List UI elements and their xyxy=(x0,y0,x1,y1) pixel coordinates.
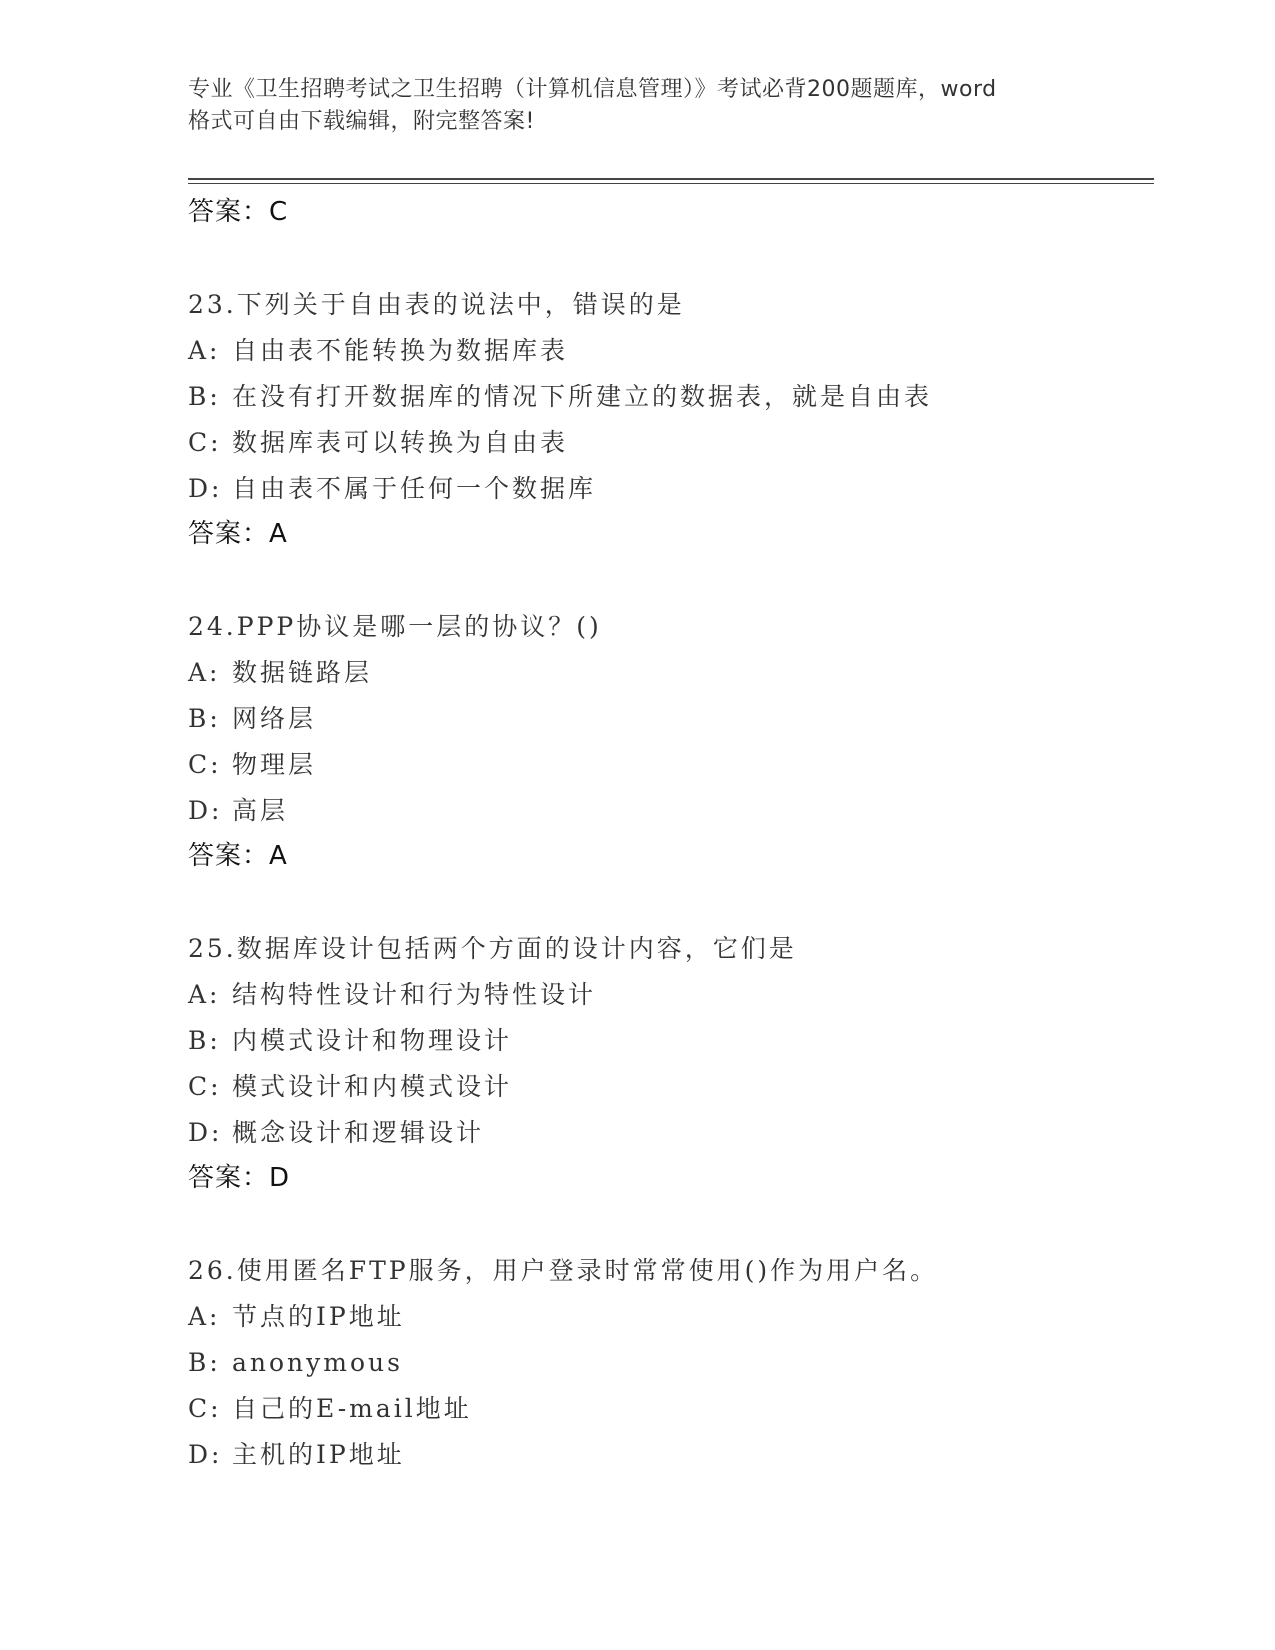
answer-line: 答案：A xyxy=(188,841,288,871)
option-key: A: xyxy=(188,980,221,1009)
option-key: B: xyxy=(188,382,221,411)
option-key: C: xyxy=(188,428,222,457)
question-title: 24.PPP协议是哪一层的协议？() xyxy=(188,612,602,641)
question-title: 23.下列关于自由表的说法中，错误的是 xyxy=(188,290,685,319)
question-24 xyxy=(188,604,1154,878)
option-key: A: xyxy=(188,1302,221,1331)
option-key: D: xyxy=(188,1440,223,1469)
option-text: 概念设计和逻辑设计 xyxy=(232,1118,485,1147)
option-text: 模式设计和内模式设计 xyxy=(232,1072,513,1101)
question-26 xyxy=(188,1248,1154,1478)
option-key: D: xyxy=(188,796,223,825)
question-title: 25.数据库设计包括两个方面的设计内容，它们是 xyxy=(188,934,797,963)
option-a xyxy=(188,972,1154,1018)
header-line-1: 专业《卫生招聘考试之卫生招聘（计算机信息管理）》考试必背200题题库，word xyxy=(188,77,997,102)
spacer xyxy=(188,1200,1154,1248)
option-d xyxy=(188,1110,1154,1156)
question-23 xyxy=(188,282,1154,556)
option-key: B: xyxy=(188,704,221,733)
option-d xyxy=(188,466,1154,512)
option-key: D: xyxy=(188,1118,223,1147)
option-b xyxy=(188,1340,1154,1386)
option-key: A: xyxy=(188,336,221,365)
option-key: C: xyxy=(188,750,222,779)
answer-line: 答案：C xyxy=(188,197,289,227)
option-key: C: xyxy=(188,1394,222,1423)
option-text: 网络层 xyxy=(232,704,317,733)
document-body xyxy=(188,190,1154,1478)
spacer xyxy=(188,878,1154,926)
option-text: 自由表不属于任何一个数据库 xyxy=(232,474,597,503)
spacer xyxy=(188,556,1154,604)
spacer xyxy=(188,234,1154,282)
option-key: D: xyxy=(188,474,223,503)
option-a xyxy=(188,1294,1154,1340)
answer-line: 答案：A xyxy=(188,519,288,549)
option-c xyxy=(188,1064,1154,1110)
option-a xyxy=(188,328,1154,374)
option-text: 节点的IP地址 xyxy=(232,1302,405,1331)
option-text: anonymous xyxy=(232,1348,403,1377)
option-text: 内模式设计和物理设计 xyxy=(232,1026,513,1055)
option-key: C: xyxy=(188,1072,222,1101)
option-b xyxy=(188,1018,1154,1064)
option-key: A: xyxy=(188,658,221,687)
option-text: 物理层 xyxy=(232,750,317,779)
option-c xyxy=(188,420,1154,466)
option-d xyxy=(188,1432,1154,1478)
option-text: 结构特性设计和行为特性设计 xyxy=(232,980,597,1009)
header-divider-thick xyxy=(188,178,1154,180)
option-text: 在没有打开数据库的情况下所建立的数据表，就是自由表 xyxy=(232,382,933,411)
question-title: 26.使用匿名FTP服务，用户登录时常常使用()作为用户名。 xyxy=(188,1256,939,1285)
option-text: 数据链路层 xyxy=(232,658,373,687)
option-key: B: xyxy=(188,1348,221,1377)
header-divider-thin xyxy=(188,183,1154,184)
option-text: 高层 xyxy=(232,796,289,825)
option-key: B: xyxy=(188,1026,221,1055)
option-a xyxy=(188,650,1154,696)
header-line-2: 格式可自由下载编辑，附完整答案! xyxy=(188,109,535,134)
option-text: 数据库表可以转换为自由表 xyxy=(232,428,569,457)
answer-line: 答案：D xyxy=(188,1163,291,1193)
option-d xyxy=(188,788,1154,834)
option-c xyxy=(188,742,1154,788)
option-text: 自由表不能转换为数据库表 xyxy=(232,336,569,365)
question-25 xyxy=(188,926,1154,1200)
option-b xyxy=(188,374,1154,420)
document-header xyxy=(188,74,1108,138)
option-c xyxy=(188,1386,1154,1432)
option-text: 主机的IP地址 xyxy=(232,1440,405,1469)
option-b xyxy=(188,696,1154,742)
option-text: 自己的E-mail地址 xyxy=(232,1394,472,1423)
